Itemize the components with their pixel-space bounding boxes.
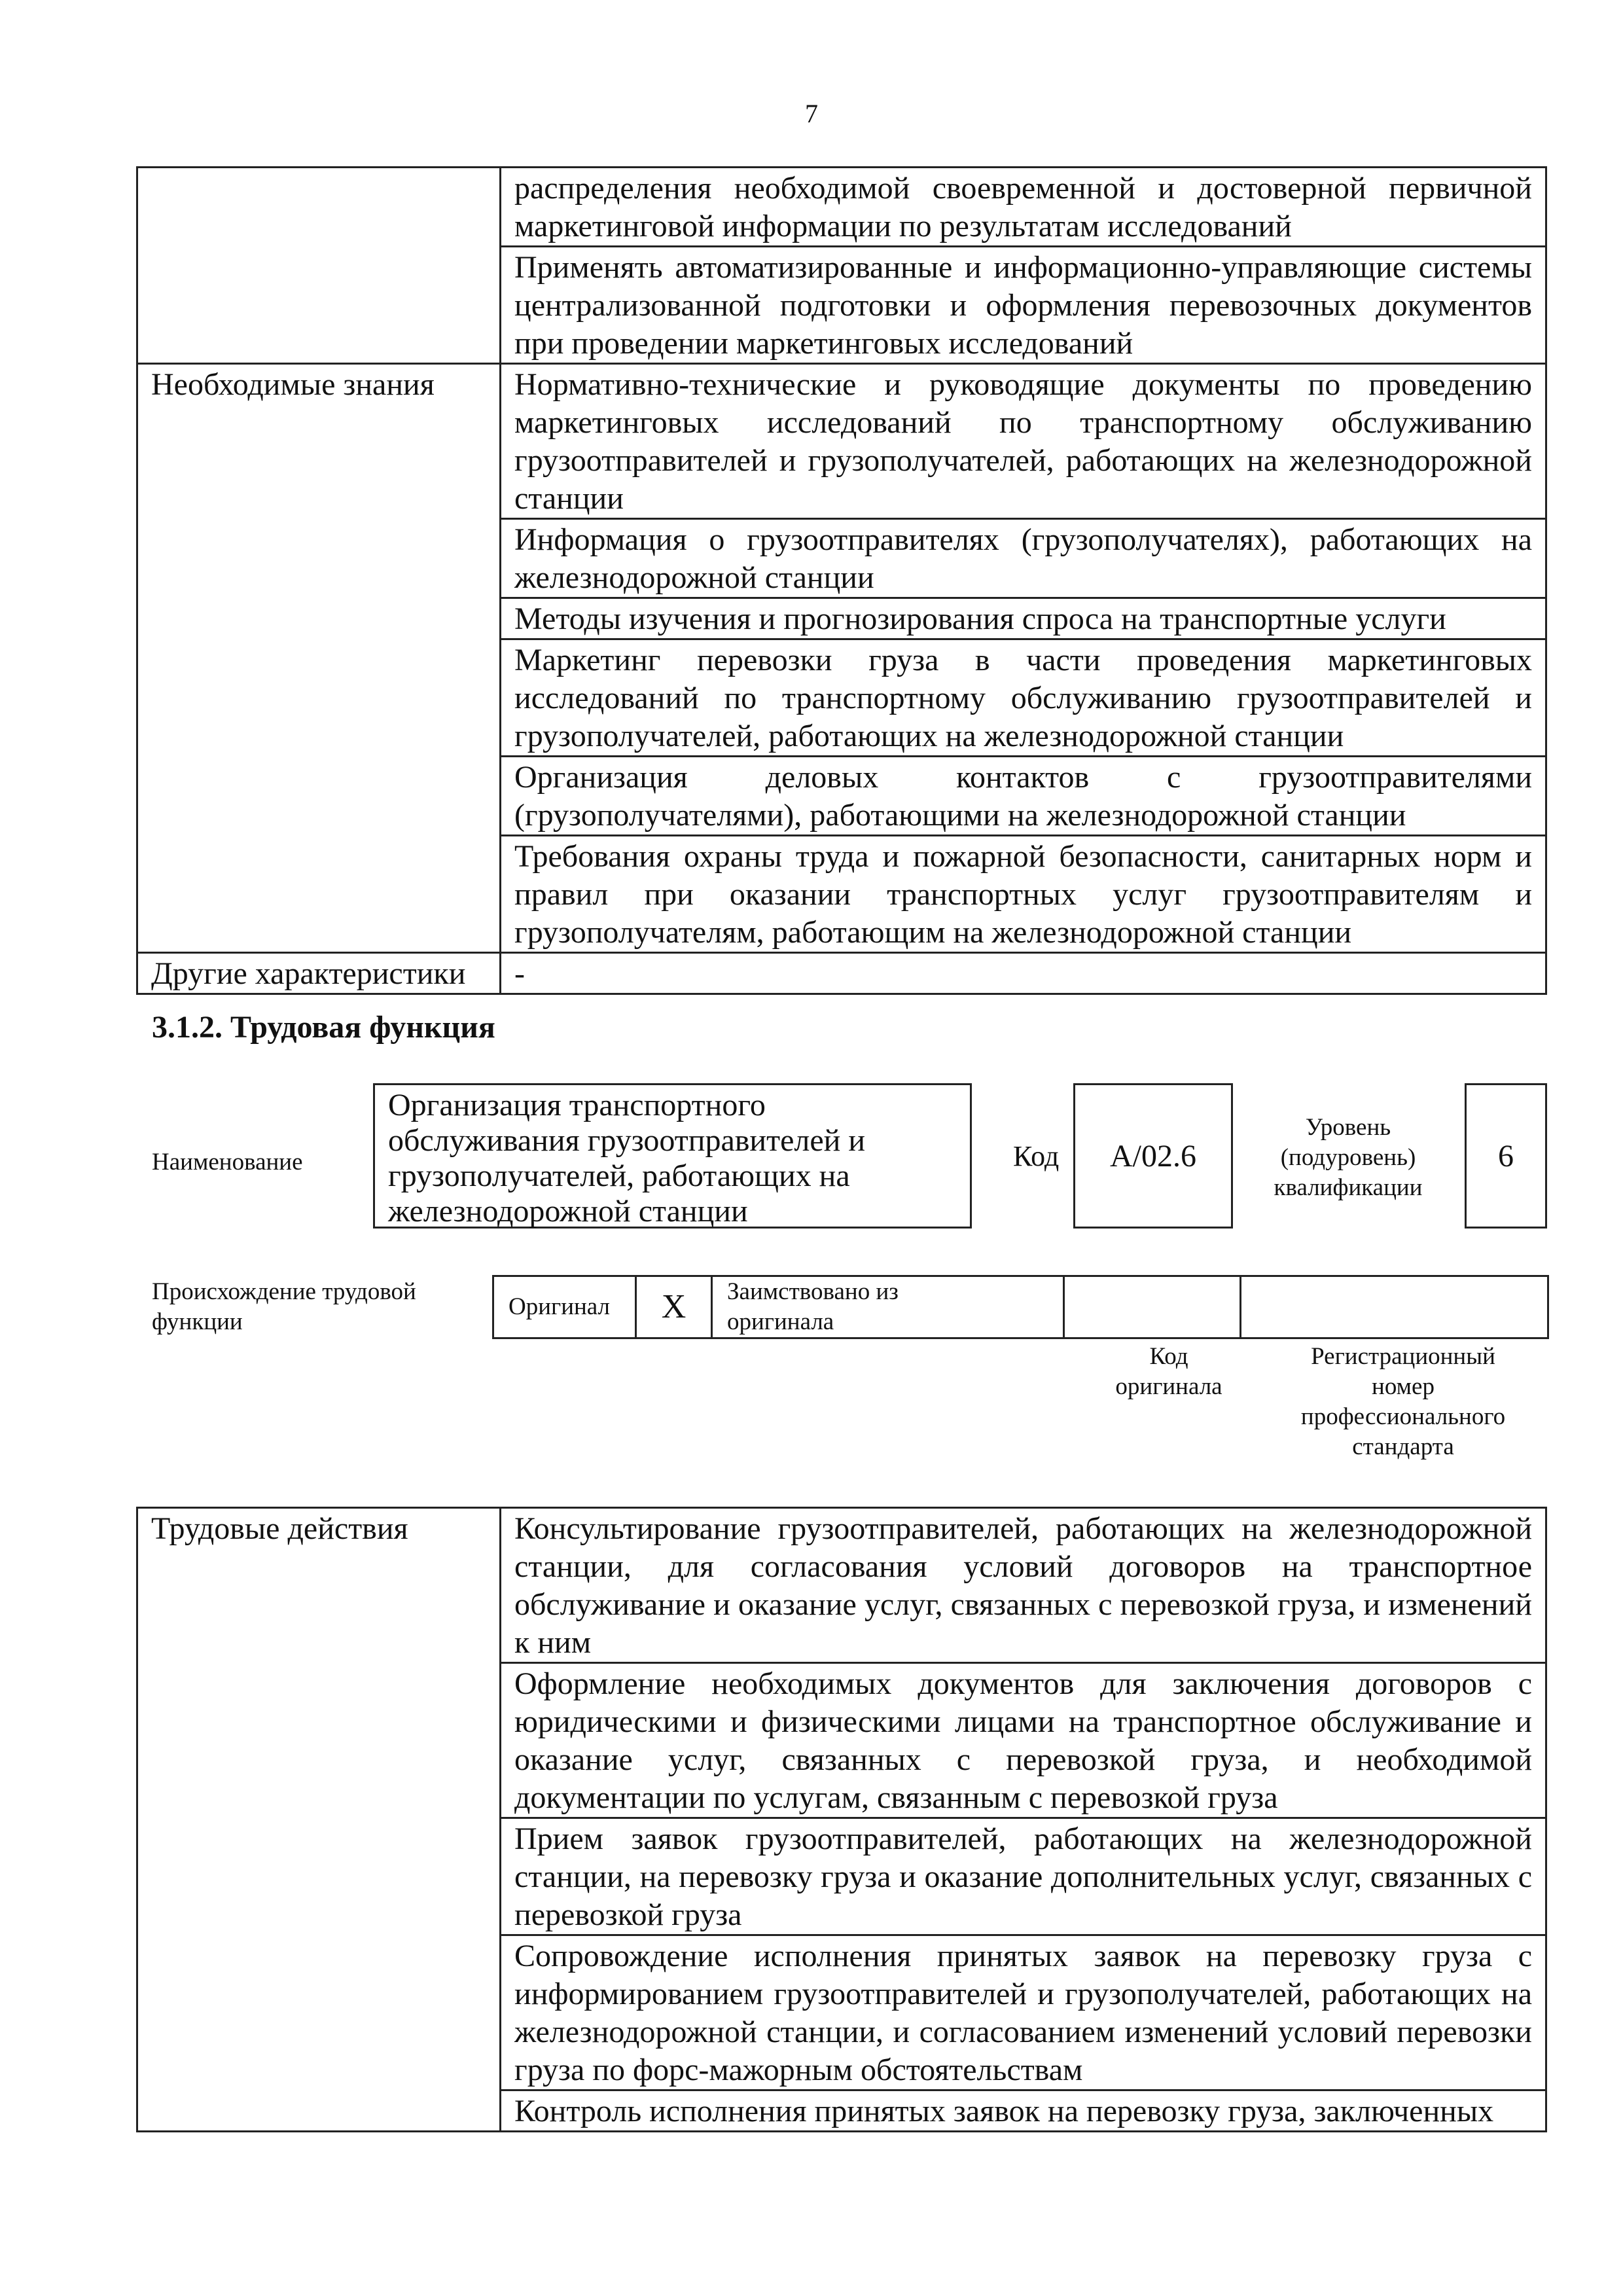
table-cell: Требования охраны труда и пожарной безопасности, санитарных норм и правил при оказании транспортных услуг грузоотправителям и грузополучателям, работающим на железнодорожной станции (501, 836, 1546, 953)
origin-label (152, 1277, 416, 1337)
caption-line: Регистрационный (1311, 1343, 1495, 1370)
function-name-box: Организация транспортного обслуживания грузоотправителей и грузополучателей, работающих на железнодорожной станции (373, 1083, 972, 1229)
origin-borrowed-line: Заимствовано из (727, 1278, 899, 1305)
table-cell: Маркетинг перевозки груза в части проведения маркетинговых исследований по транспортному обслуживанию грузоотправителей и грузополучателей, работающих на железнодорожной станции (501, 639, 1546, 757)
origin-label-line: Происхождение трудовой (152, 1278, 416, 1305)
row-label-labor-actions: Трудовые действия (137, 1508, 501, 2132)
name-label: Наименование (152, 1149, 303, 1175)
level-value: 6 (1498, 1138, 1514, 1174)
table-cell: Оформление необходимых документов для заключения договоров с юридическими и физическими лицами на транспортное обслуживание и оказание услуг, связанных с перевозкой груза, и необходимой документации по услугам, связанным с перевозкой груза (501, 1663, 1546, 1818)
row-label-required-knowledge: Необходимые знания (137, 364, 501, 953)
row-label (137, 168, 501, 364)
level-box (1465, 1083, 1547, 1229)
table-cell: Сопровождение исполнения принятых заявок на перевозку груза с информированием грузоотправителей и грузополучателей, работающих на железнодорожной станции, и согласованием изменений условий перевозки груза по форс-мажорным обстоятельствам (501, 1935, 1546, 2090)
table-row (137, 168, 1546, 247)
caption-line: Код (1149, 1343, 1188, 1370)
table-cell: Контроль исполнения принятых заявок на перевозку груза, заключенных (501, 2090, 1546, 2132)
table-cell: Прием заявок грузоотправителей, работающих на железнодорожной станции, на перевозку груза и оказание дополнительных услуг, связанных с перевозкой груза (501, 1818, 1546, 1935)
level-label-line: квалификации (1274, 1174, 1423, 1201)
caption-line: оригинала (1115, 1373, 1222, 1400)
code-box (1073, 1083, 1233, 1229)
table-cell: Организация деловых контактов с грузоотправителями (грузополучателями), работающими на железнодорожной станции (501, 757, 1546, 836)
caption-line: стандарта (1352, 1433, 1454, 1460)
origin-label-line: функции (152, 1308, 243, 1335)
table-row (137, 953, 1546, 994)
level-label-line: (подуровень) (1280, 1144, 1416, 1171)
code-label: Код (1013, 1140, 1060, 1172)
page-number: 7 (805, 99, 818, 128)
table-cell: Методы изучения и прогнозирования спроса на транспортные услуги (501, 598, 1546, 639)
level-label-line: Уровень (1305, 1114, 1391, 1141)
caption-registration-number (1259, 1342, 1547, 1462)
skills-knowledge-table (136, 166, 1547, 995)
row-label-other-characteristics: Другие характеристики (137, 953, 501, 994)
table-row (137, 364, 1546, 519)
origin-table (492, 1275, 1549, 1339)
table-cell: распределения необходимой своевременной и достоверной первичной маркетинговой информации по результатам исследований (501, 168, 1546, 247)
origin-mark-cell: X (636, 1276, 712, 1338)
table-cell: Информация о грузоотправителях (грузополучателях), работающих на железнодорожной станции (501, 519, 1546, 598)
table-row (493, 1276, 1548, 1338)
table-cell: Консультирование грузоотправителей, работающих на железнодорожной станции, для согласования условий договоров на транспортное обслуживание и оказание услуг, связанных с перевозкой груза, и изменений к ним (501, 1508, 1546, 1663)
caption-original-code (1082, 1342, 1255, 1402)
table-cell: - (501, 953, 1546, 994)
section-heading: 3.1.2. Трудовая функция (152, 1010, 495, 1045)
code-value: А/02.6 (1110, 1138, 1196, 1174)
labor-actions-table (136, 1507, 1547, 2132)
origin-reg-number-cell (1241, 1276, 1548, 1338)
caption-line: профессионального (1300, 1403, 1506, 1430)
origin-borrowed-cell (712, 1276, 1064, 1338)
level-label (1251, 1113, 1445, 1203)
table-cell: Применять автоматизированные и информационно-управляющие системы централизованной подготовки и оформления перевозочных документов при проведении маркетинговых исследований (501, 247, 1546, 364)
table-row (137, 1508, 1546, 1663)
table-cell: Нормативно-технические и руководящие документы по проведению маркетинговых исследований по транспортному обслуживанию грузоотправителей и грузополучателей, работающих на железнодорожной станции (501, 364, 1546, 519)
origin-original-cell: Оригинал (493, 1276, 636, 1338)
origin-code-cell (1064, 1276, 1241, 1338)
caption-line: номер (1372, 1373, 1435, 1400)
origin-borrowed-line: оригинала (727, 1308, 834, 1335)
